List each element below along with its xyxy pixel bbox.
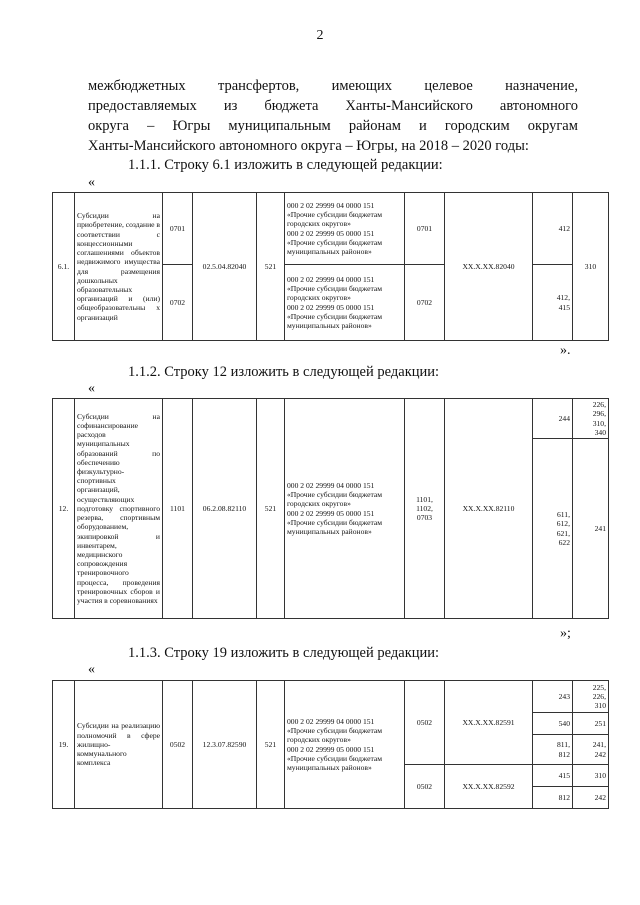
economic-code: 241 xyxy=(573,439,609,619)
row-description: Субсидии на реализацию полномочий в сфере жилищно-коммунального комплекса xyxy=(75,681,163,809)
recipient-article: ХХ.Х.ХХ.82591 xyxy=(445,681,533,765)
open-quote-2: « xyxy=(88,381,95,396)
expense-type: 521 xyxy=(257,681,285,809)
open-quote-3: « xyxy=(88,662,95,677)
close-quote-2: »; xyxy=(560,626,571,641)
target-article: 02.5.04.82040 xyxy=(193,193,257,341)
recipient-type: 812 xyxy=(533,787,573,809)
target-article: 12.3.07.82590 xyxy=(193,681,257,809)
economic-code: 310 xyxy=(573,765,609,787)
recipient-type: 415 xyxy=(533,765,573,787)
intro-line-1: межбюджетных трансфертов, имеющих целевое назначение, xyxy=(88,78,578,94)
row-number: 12. xyxy=(53,399,75,619)
section-code: 0702 xyxy=(163,265,193,341)
economic-code: 225, 226, 310 xyxy=(573,681,609,713)
recipient-type: 244 xyxy=(533,399,573,439)
row-description: Субсидии на приобретение, создание в соответствии с концессионными соглашениями объектов недвижимого имущества для размещения дошкольных образовательных организаций и (или) общеобразовательны х организаций xyxy=(75,193,163,341)
page-number: 2 xyxy=(316,28,324,43)
recipient-type: 412 xyxy=(533,193,573,265)
recipient-section: 0701 xyxy=(405,193,445,265)
target-article: 06.2.08.82110 xyxy=(193,399,257,619)
recipient-type: 412, 415 xyxy=(533,265,573,341)
row-number: 6.1. xyxy=(53,193,75,341)
recipient-section: 0502 xyxy=(405,681,445,765)
section-heading-1: 1.1.1. Строку 6.1 изложить в следующей редакции: xyxy=(128,157,443,173)
table-row-6-1 xyxy=(52,192,609,341)
recipient-article: ХХ.Х.ХХ.82110 xyxy=(445,399,533,619)
economic-code: 251 xyxy=(573,713,609,735)
table-row-12 xyxy=(52,398,609,619)
expense-type: 521 xyxy=(257,399,285,619)
recipient-type: 811, 812 xyxy=(533,735,573,765)
expense-type: 521 xyxy=(257,193,285,341)
economic-code: 242 xyxy=(573,787,609,809)
recipient-type: 243 xyxy=(533,681,573,713)
intro-line-4: Ханты-Мансийского автономного округа – Югры, на 2018 – 2020 годы: xyxy=(88,138,529,154)
intro-paragraph xyxy=(88,76,578,156)
recipient-section: 0502 xyxy=(405,765,445,809)
table-row-19 xyxy=(52,680,609,809)
close-quote-1: ». xyxy=(560,343,571,358)
recipient-section: 0702 xyxy=(405,265,445,341)
revenue-code: 000 2 02 29999 04 0000 151 «Прочие субсидии бюджетам городских округов» 000 2 02 29999 05 0000 151 «Прочие субсидии бюджетам муниципальных районов» xyxy=(285,399,405,619)
economic-code: 310 xyxy=(573,193,609,341)
row-number: 19. xyxy=(53,681,75,809)
row-description: Субсидии на софинансирование расходов муниципальных образований по обеспечению физкультурно-спортивных организаций, осуществляющих подготовку спортивного резерва, спортивным оборудованием, экипировкой и инвентарем, медицинского сопровождения тренировочного процесса, проведения тренировочных сборов и участия в соревнованиях xyxy=(75,399,163,619)
revenue-code: 000 2 02 29999 04 0000 151 «Прочие субсидии бюджетам городских округов» 000 2 02 29999 05 0000 151 «Прочие субсидии бюджетам муниципальных районов» xyxy=(285,265,405,341)
intro-line-2: предоставляемых из бюджета Ханты-Мансийского автономного xyxy=(88,98,578,114)
section-code: 1101 xyxy=(163,399,193,619)
section-heading-2: 1.1.2. Строку 12 изложить в следующей редакции: xyxy=(128,364,440,380)
section-code: 0502 xyxy=(163,681,193,809)
recipient-article: ХХ.Х.ХХ.82040 xyxy=(445,193,533,341)
revenue-code: 000 2 02 29999 04 0000 151 «Прочие субсидии бюджетам городских округов» 000 2 02 29999 05 0000 151 «Прочие субсидии бюджетам муниципальных районов» xyxy=(285,681,405,809)
section-code: 0701 xyxy=(163,193,193,265)
recipient-section: 1101, 1102, 0703 xyxy=(405,399,445,619)
revenue-code: 000 2 02 29999 04 0000 151 «Прочие субсидии бюджетам городских округов» 000 2 02 29999 05 0000 151 «Прочие субсидии бюджетам муниципальных районов» xyxy=(285,193,405,265)
economic-code: 226, 296, 310, 340 xyxy=(573,399,609,439)
intro-line-3: округа – Югры муниципальным районам и городским округам xyxy=(88,118,578,134)
recipient-article: ХХ.Х.ХХ.82592 xyxy=(445,765,533,809)
open-quote-1: « xyxy=(88,175,95,190)
section-heading-3: 1.1.3. Строку 19 изложить в следующей редакции: xyxy=(128,645,440,661)
economic-code: 241, 242 xyxy=(573,735,609,765)
recipient-type: 540 xyxy=(533,713,573,735)
recipient-type: 611, 612, 621, 622 xyxy=(533,439,573,619)
